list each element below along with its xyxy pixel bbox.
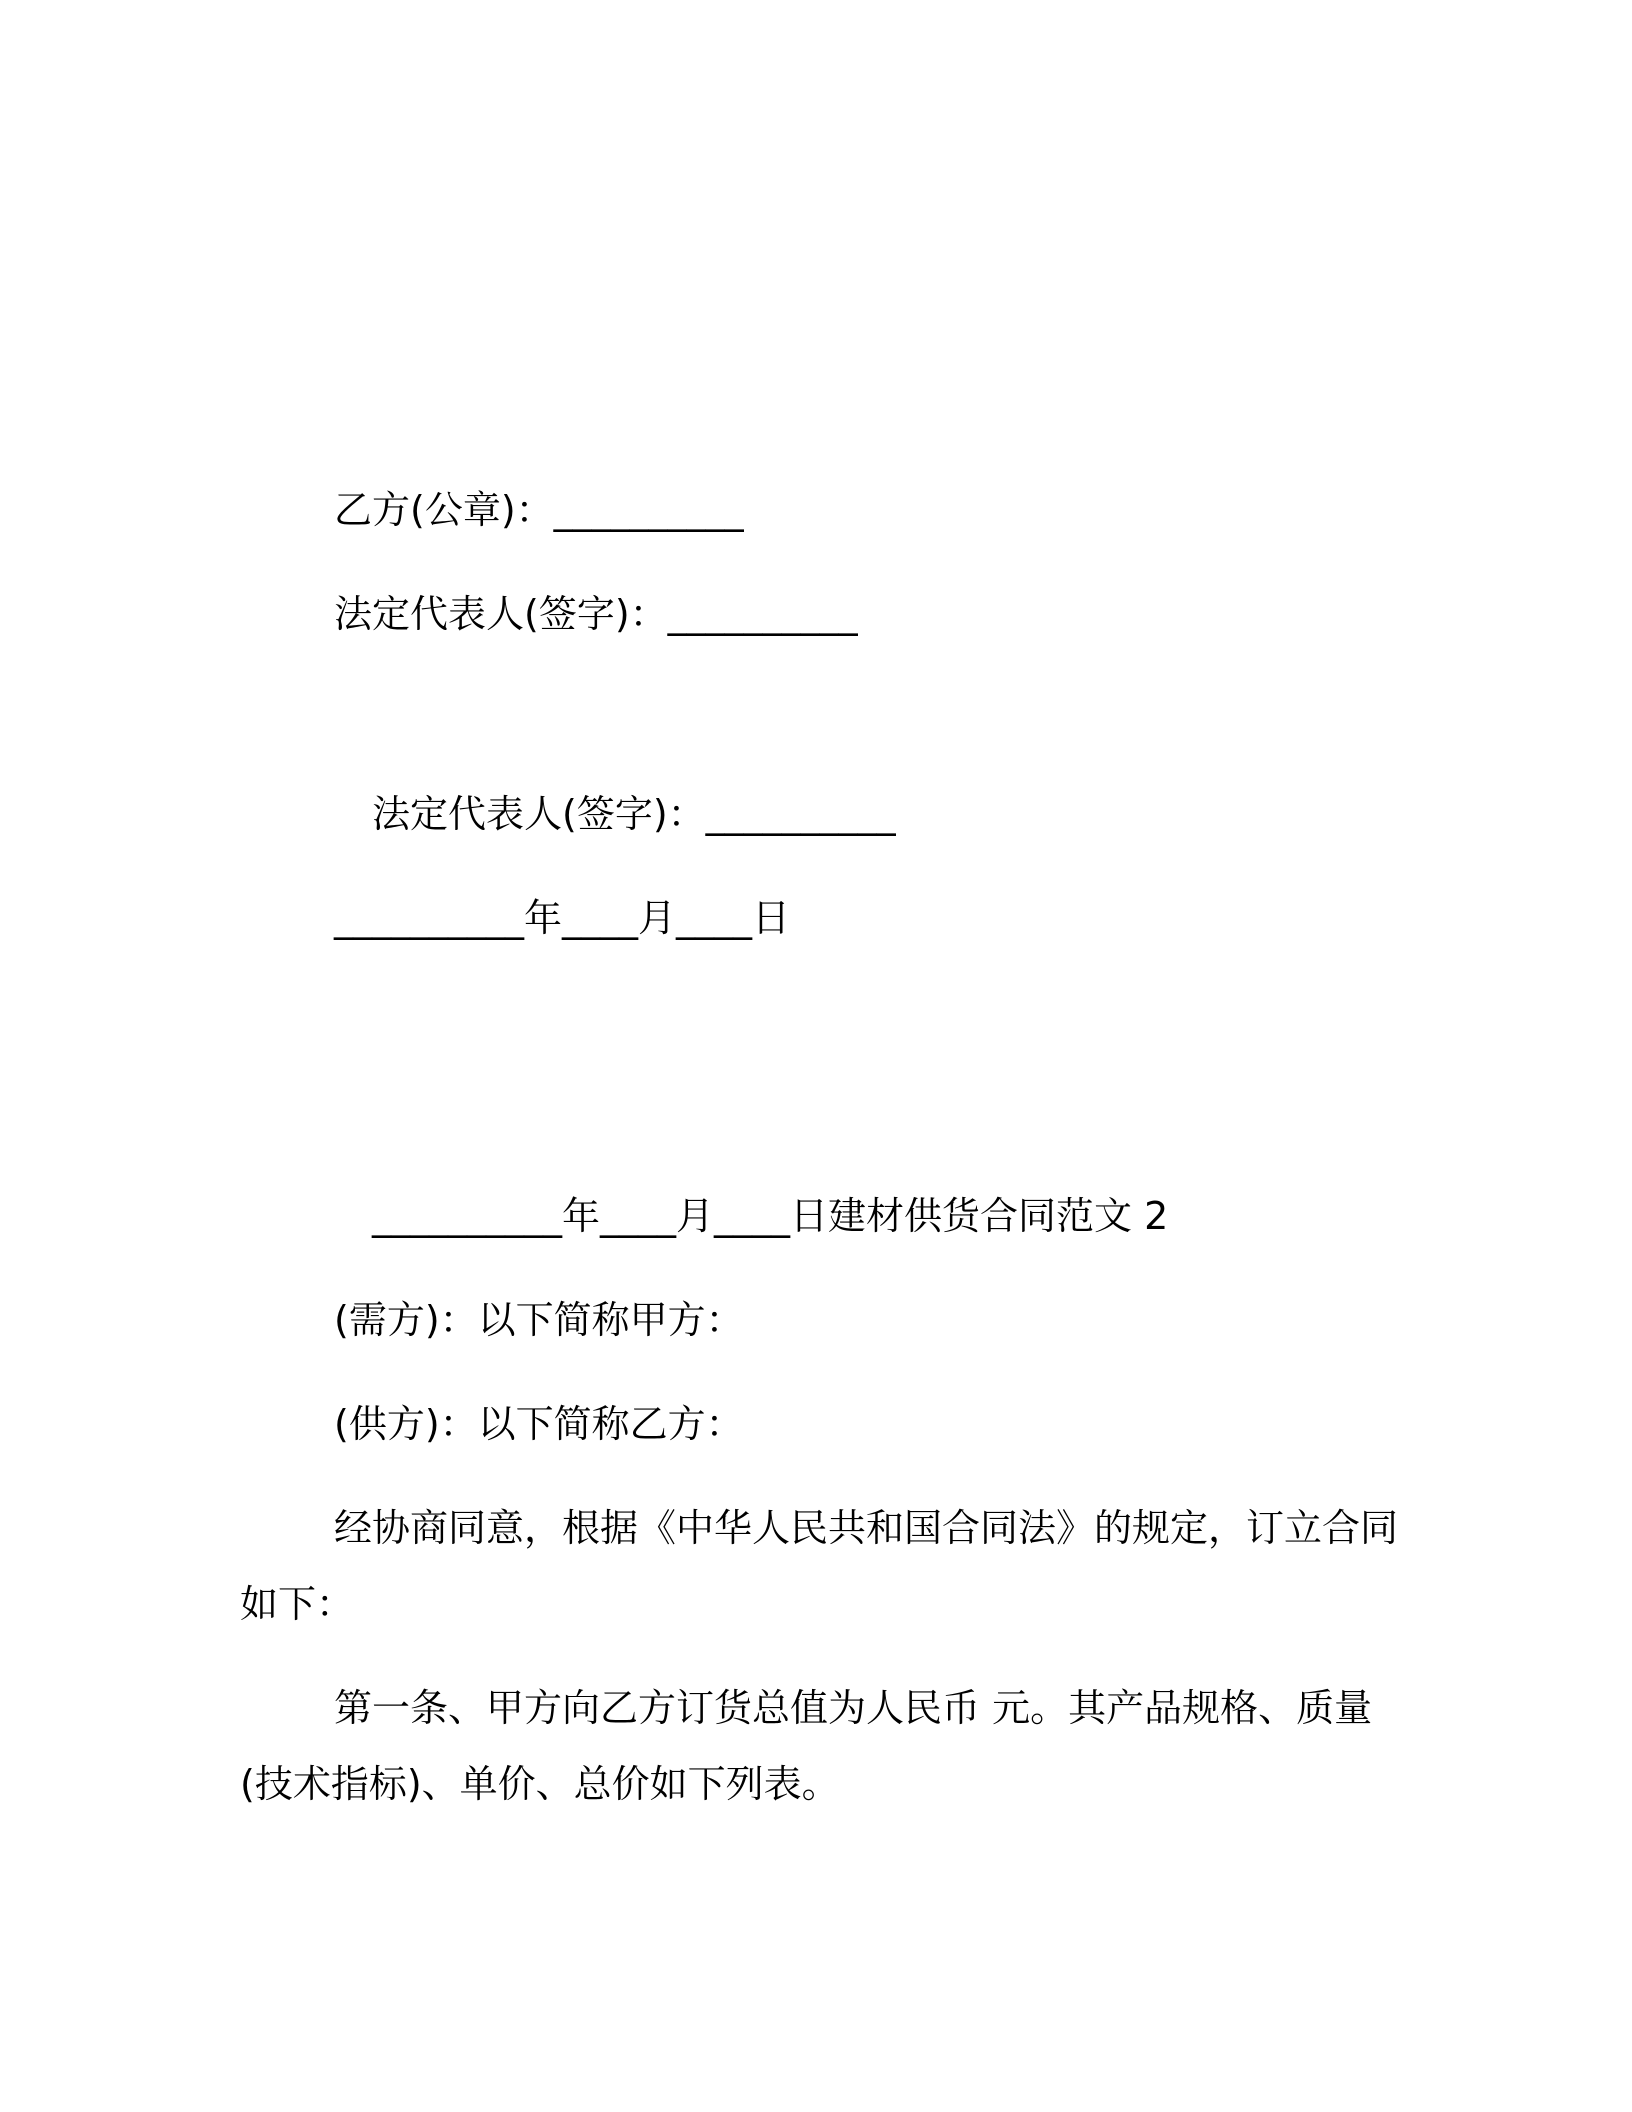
buyer-party-line: (需方)：以下简称甲方： [334,1298,744,1342]
paragraph-1-line-2: 如下： [240,1582,355,1626]
party-b-seal-line: 乙方(公章)：__________ [334,488,744,532]
contract-title-line: __________年____月____日建材供货合同范文 2 [372,1194,1169,1238]
paragraph-1-line-1: 经协商同意，根据《中华人民共和国合同法》的规定，订立合同 [334,1506,1399,1550]
legal-representative-signature-line-2: 法定代表人(签字)：__________ [372,792,896,836]
signature-date-line: __________年____月____日 [334,896,791,940]
paragraph-2-line-2: (技术指标)、单价、总价如下列表。 [240,1762,840,1806]
paragraph-2-line-1: 第一条、甲方向乙方订货总值为人民币 元。其产品规格、质量 [334,1686,1373,1730]
seller-party-line: (供方)：以下简称乙方： [334,1402,744,1446]
legal-representative-signature-line: 法定代表人(签字)：__________ [334,592,858,636]
